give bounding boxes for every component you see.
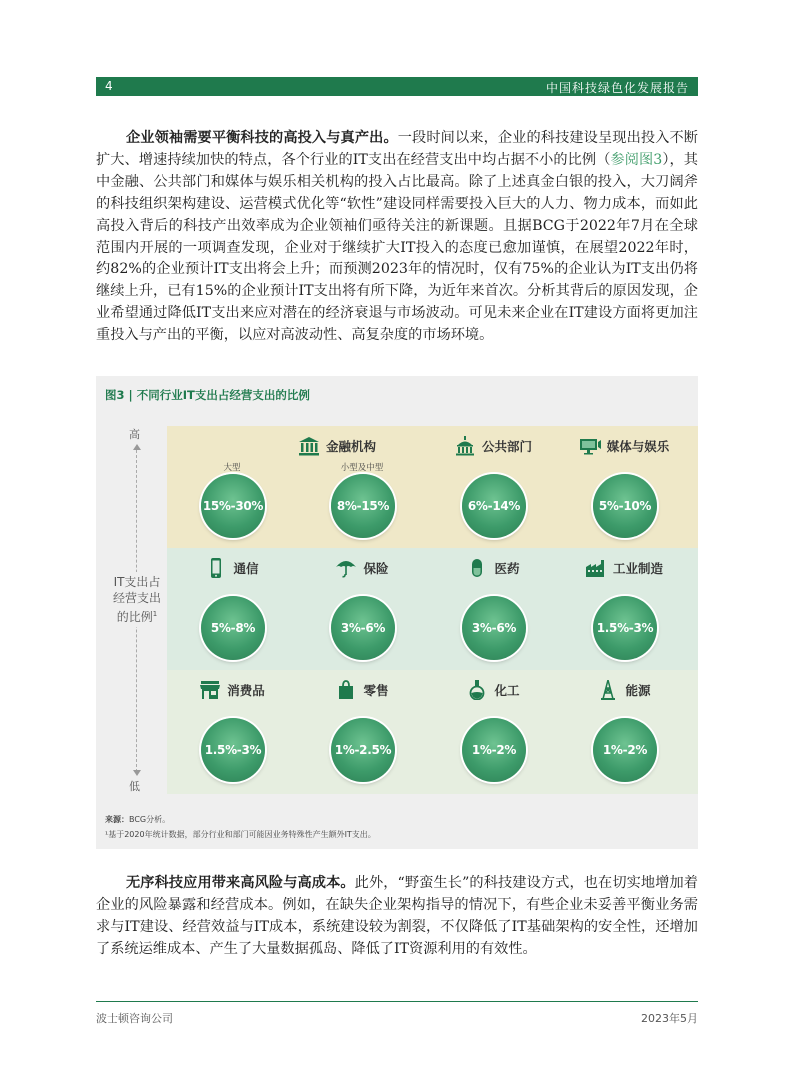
value-badge: 8%-15%	[331, 474, 395, 538]
figure-footnote: ¹基于2020年统计数据，部分行业和部门可能因业务特殊性产生额外IT支出。	[105, 830, 376, 839]
industry-name: 消费品	[227, 683, 265, 698]
source-text: BCG分析。	[129, 815, 171, 824]
industry-header	[428, 434, 558, 458]
industry-cell-media	[559, 426, 689, 548]
storefront-icon	[199, 680, 221, 700]
industry-header	[297, 678, 427, 702]
mobile-phone-icon	[205, 558, 227, 578]
value-badge: 3%-6%	[331, 596, 395, 660]
footer-divider	[96, 1001, 698, 1002]
value-badge: 15%-30%	[201, 474, 265, 538]
paragraph-2-lead: 无序科技应用带来高风险与高成本。	[126, 875, 355, 891]
value-badge: 3%-6%	[462, 596, 526, 660]
paragraph-2	[96, 873, 698, 961]
axis-title	[110, 572, 164, 627]
page-header	[96, 77, 698, 96]
industry-cell-financial-small-medium	[297, 426, 427, 548]
figure-3	[96, 376, 698, 849]
value-badge: 5%-10%	[593, 474, 657, 538]
page-number: 4	[105, 79, 113, 93]
paragraph-2-text: 此外，“野蛮生长”的科技建设方式，也在切实地增加着企业的风险暴露和经营成本。例如，在缺失企业架构指导的情况下，有些企业未妥善平衡业务需求与IT建设、经营效益与IT成本，系统建设较为割裂，不仅降低了IT基础架构的安全性，还增加了系统运维成本、产生了大量数据孤岛、降低了IT资源利用的有效性。	[96, 875, 698, 957]
footer-date: 2023年5月	[641, 1012, 698, 1025]
segment-label: 小型及中型	[340, 463, 384, 473]
industry-name: 医药	[494, 561, 520, 576]
industry-name: 零售	[363, 683, 389, 698]
industry-header	[559, 556, 689, 580]
flask-icon	[466, 680, 488, 700]
source-label: 来源：	[105, 815, 129, 824]
industry-cell-retail	[297, 670, 427, 792]
figure-reference-link[interactable]: 参阅图3	[610, 151, 663, 168]
paragraph-1-text-b: ），其中金融、公共部门和媒体与娱乐相关机构的投入占比最高。除了上述真金白银的投入，大刀阔斧的科技组织架构建设、运营模式优化等“软性”建设同样需要投入巨大的人力、物力成本，而如此高投入背后的科技产出效率成为企业领袖们亟待关注的新课题。且据BCG于2022年7月在全球范围内开展的一项调查发现，企业对于继续扩大IT投入的态度已愈加谨慎，在展望2022年时，约82%的企业预计IT支出将会上升；而预测2023年的情况时，仅有75%的企业认为IT支出仍将继续上升，已有15%的企业预计IT支出将有所下降，为近年来首次。分析其背后的原因发现，企业希望通过降低IT支出来应对潜在的经济衰退与市场波动。可见未来企业在IT建设方面将更加注重投入与产出的平衡，以应对高波动性、高复杂度的市场环境。	[96, 151, 698, 344]
value-badge: 1%-2%	[593, 718, 657, 782]
industry-name: 工业制造	[612, 561, 663, 576]
industry-cell-consumer-goods	[167, 670, 297, 792]
axis-footnote-mark: 1	[152, 610, 158, 618]
value-badge: 5%-8%	[201, 596, 265, 660]
industry-header	[428, 678, 558, 702]
industry-header	[297, 556, 427, 580]
industry-name: 能源	[625, 683, 651, 698]
factory-icon	[585, 558, 607, 578]
oil-derrick-icon	[597, 680, 619, 700]
industry-header	[559, 678, 689, 702]
value-badge: 1%-2%	[462, 718, 526, 782]
industry-cell-chemicals	[428, 670, 558, 792]
industry-name: 公共部门	[481, 439, 532, 454]
industry-name: 保险	[363, 561, 389, 576]
umbrella-icon	[335, 558, 357, 578]
value-badge: 1%-2.5%	[331, 718, 395, 782]
industry-header	[559, 434, 689, 458]
shopping-bag-icon	[335, 680, 357, 700]
industry-header	[428, 556, 558, 580]
industry-cell-manufacturing	[559, 548, 689, 670]
industry-cell-insurance	[297, 548, 427, 670]
paragraph-1-lead: 企业领袖需要平衡科技的高投入与真产出。	[126, 130, 398, 146]
industry-cell-energy	[559, 670, 689, 792]
industry-name: 通信	[233, 561, 259, 576]
axis-arrow-up-icon	[133, 444, 141, 450]
value-badge: 1.5%-3%	[201, 718, 265, 782]
industry-header	[167, 678, 297, 702]
figure-title: 图3 | 不同行业IT支出占经营支出的比例	[105, 388, 310, 402]
industry-cell-telecom	[167, 548, 297, 670]
tv-screen-icon	[579, 436, 601, 456]
vertical-axis	[96, 376, 166, 796]
industry-name: 媒体与娱乐	[606, 439, 670, 454]
industry-cell-public-sector	[428, 426, 558, 548]
value-badge: 1.5%-3%	[593, 596, 657, 660]
figure-source	[105, 814, 170, 825]
axis-high-label: 高	[129, 428, 140, 441]
paragraph-1	[96, 128, 698, 347]
axis-arrow-down-icon	[133, 770, 141, 776]
axis-title-text: IT支出占经营支出的比例	[112, 575, 161, 624]
government-building-icon	[454, 436, 476, 456]
segment-label: 大型	[223, 463, 241, 473]
industry-cell-pharma	[428, 548, 558, 670]
industry-header	[167, 556, 297, 580]
report-title: 中国科技绿色化发展报告	[545, 81, 689, 95]
axis-low-label: 低	[129, 780, 140, 793]
industry-name: 化工	[494, 683, 520, 698]
industry-name: 金融机构	[325, 439, 376, 454]
value-badge: 6%-14%	[462, 474, 526, 538]
footer-company: 波士顿咨询公司	[96, 1012, 173, 1025]
pill-capsule-icon	[466, 558, 488, 578]
paragraph-1-text-a: 一段时间以来，企业的科技建设呈现出投入不断扩大、增速持续加快的特点，各个行业的IT支出在经营支出中均占据不小的比例（	[96, 130, 698, 168]
